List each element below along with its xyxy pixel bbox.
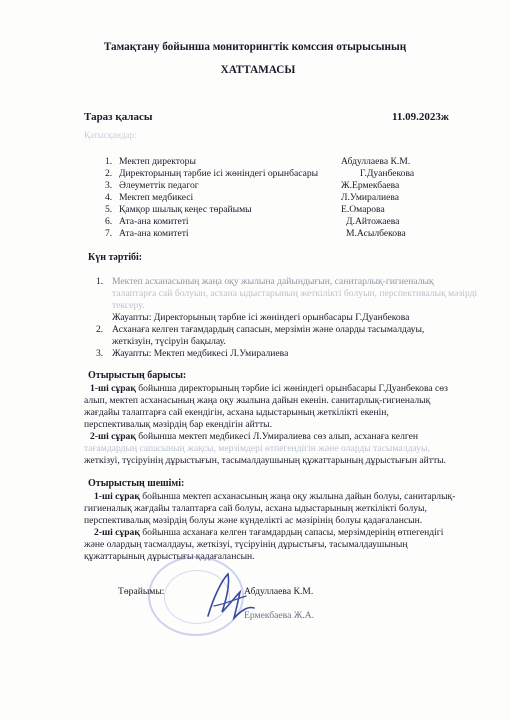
- attendee-name: Ж.Ермекбаева: [341, 180, 400, 191]
- proceedings-q2-line: [90, 431, 418, 443]
- attendee-row: [105, 216, 445, 228]
- q1-lead: 1-ші сұрақ: [94, 491, 140, 502]
- attendee-row: [105, 204, 445, 216]
- attendee-name: Л.Умиралиева: [341, 192, 400, 203]
- document-title: Тамақтану бойынша мониторингтік комссия отырысының: [103, 41, 407, 53]
- attendee-name: Абдуллаева К.М.: [341, 156, 411, 167]
- agenda-label: Күн тәртібі:: [88, 252, 143, 263]
- attendee-name: М.Асылбекова: [346, 228, 406, 239]
- q2-lead: 2-ші сұрақ: [90, 431, 136, 442]
- attendee-role: Әлеуметтік педагог: [119, 180, 199, 191]
- q1-lead: 1-ші сұрақ: [90, 383, 136, 394]
- q2-lead: 2-ші сұрақ: [94, 527, 140, 538]
- agenda-item-number: 1.: [96, 276, 104, 287]
- decision-q2-line: және олардың тасмалдауы, жеткізуі, түсіруінің дұрыстығы, тасымалдаушының: [84, 539, 408, 550]
- decision-q2-text: бойынша асханаға келген тағамдардың сапасы, мерзімдерінің өтпегендігі: [139, 527, 444, 538]
- attendee-row: [105, 228, 445, 240]
- proceedings-q1-text: бойынша директорының тәрбие ісі жөніндегі орынбасары Г.Дуанбекова сөз: [135, 383, 448, 394]
- proceedings-q2-line: тағамдардың сапасының жақсы, мерзімдері өтпегендігін және оларды тасымалдауы,: [84, 443, 430, 454]
- proceedings-q2-text: бойынша мектеп медбикесі Л.Умиралиева сөз алып, асханаға келген: [135, 431, 419, 442]
- attendee-role: Ата-ана комитеті: [119, 216, 189, 227]
- agenda-item-line: Асханаға келген тағамдардың сапасын, мерзімін және оларды тасымалдауы,: [112, 324, 425, 335]
- attendee-name: Г.Дуанбекова: [360, 168, 415, 179]
- proceedings-q2-line: жеткізуі, түсіруінің дұрыстығын, тасымалдаушының құжаттарының дұрыстығын айтты.: [84, 455, 446, 466]
- city: Тараз қаласы: [84, 111, 153, 123]
- agenda-item-number: 2.: [96, 324, 104, 335]
- attendee-name: Д.Айтожаева: [346, 216, 400, 227]
- proceedings-q1-line: жағдайы талаптарға сай екендігін, асхана ыдыстарының жеткілікті екенін,: [84, 407, 389, 418]
- attendee-role: Мектеп медбикесі: [119, 192, 194, 203]
- attendee-number: 4.: [105, 192, 113, 203]
- attendee-role: Мектеп директоры: [119, 156, 196, 167]
- decision-q2-line: құжаттарының дұрыстығы қадағалансын.: [84, 551, 255, 562]
- date: 11.09.2023ж: [392, 111, 449, 123]
- attendee-number: 6.: [105, 216, 113, 227]
- agenda-item-line: талаптарға сай болуын, асхана ыдыстарының жеткілікті болуын, перспективалық мәзірді: [112, 288, 478, 299]
- decision-q1-line: [94, 491, 455, 503]
- agenda-item-line: Жауапты: Директорының тәрбие ісі жөніндегі орынбасары Г.Дуанбекова: [112, 312, 410, 323]
- decision-q2-line: [94, 527, 443, 539]
- attendee-number: 5.: [105, 204, 113, 215]
- proceedings-label: Отырыстың барысы:: [88, 370, 187, 381]
- document-subtitle: ХАТТАМАСЫ: [220, 64, 296, 76]
- attendee-role: Ата-ана комитеті: [119, 228, 189, 239]
- attendee-number: 1.: [105, 156, 113, 167]
- attendee-row: [105, 192, 445, 204]
- agenda-item-line: Жауапты: Мектеп медбикесі Л.Умиралиева: [112, 348, 289, 359]
- attendee-role: Қамқор шылық кеңес төрайымы: [119, 204, 252, 215]
- agenda-item-line: Мектеп асханасының жаңа оқу жылына дайындығын, санитарлық-гигиеналық: [112, 276, 434, 287]
- agenda-item-number: 3.: [96, 348, 104, 359]
- decision-q1-text: бойынша мектеп асханасының жаңа оқу жылына дайын болуы, санитарлық-: [139, 491, 456, 502]
- decision-q1-line: гигиеналық жағдайы талаптарға сай болуы, асхана ыдыстарының жеткілікті болуы,: [84, 503, 427, 514]
- attendee-number: 3.: [105, 180, 113, 191]
- attendee-role: Директорының тәрбие ісі жөніндегі орынбасары: [119, 168, 319, 179]
- attendee-row: [105, 180, 445, 192]
- attendee-number: 2.: [105, 168, 113, 179]
- attendee-name: Е.Омарова: [341, 204, 385, 215]
- proceedings-q1-line: алып, мектеп асханасының жаңа оқу жылына дайын екенін. санитарлық-гигиеналық: [84, 395, 431, 406]
- attendee-row: [105, 168, 445, 180]
- secretary-name: Ермекбаева Ж.А.: [244, 610, 315, 621]
- proceedings-q1-line: перспективалық мәзірдің бар екендігін айтты.: [84, 419, 272, 430]
- agenda-item-line: жеткізуін, түсіруін бақылау.: [112, 336, 226, 347]
- decision-q1-line: перспективалық мәзірдің болуы және күнделікті ас мәзірінің болуы қадағалансын.: [84, 515, 423, 526]
- attendee-number: 7.: [105, 228, 113, 239]
- present-label: Қатысқандар:: [84, 130, 137, 140]
- decision-label: Отырыстың шешімі:: [88, 478, 185, 489]
- agenda-item-line: тексеру.: [112, 300, 145, 311]
- attendee-row: [105, 156, 445, 168]
- chair-label: Төрайымы:: [118, 586, 165, 597]
- chair-name: Абдуллаева К.М.: [244, 586, 314, 597]
- proceedings-q1-line: [90, 383, 448, 395]
